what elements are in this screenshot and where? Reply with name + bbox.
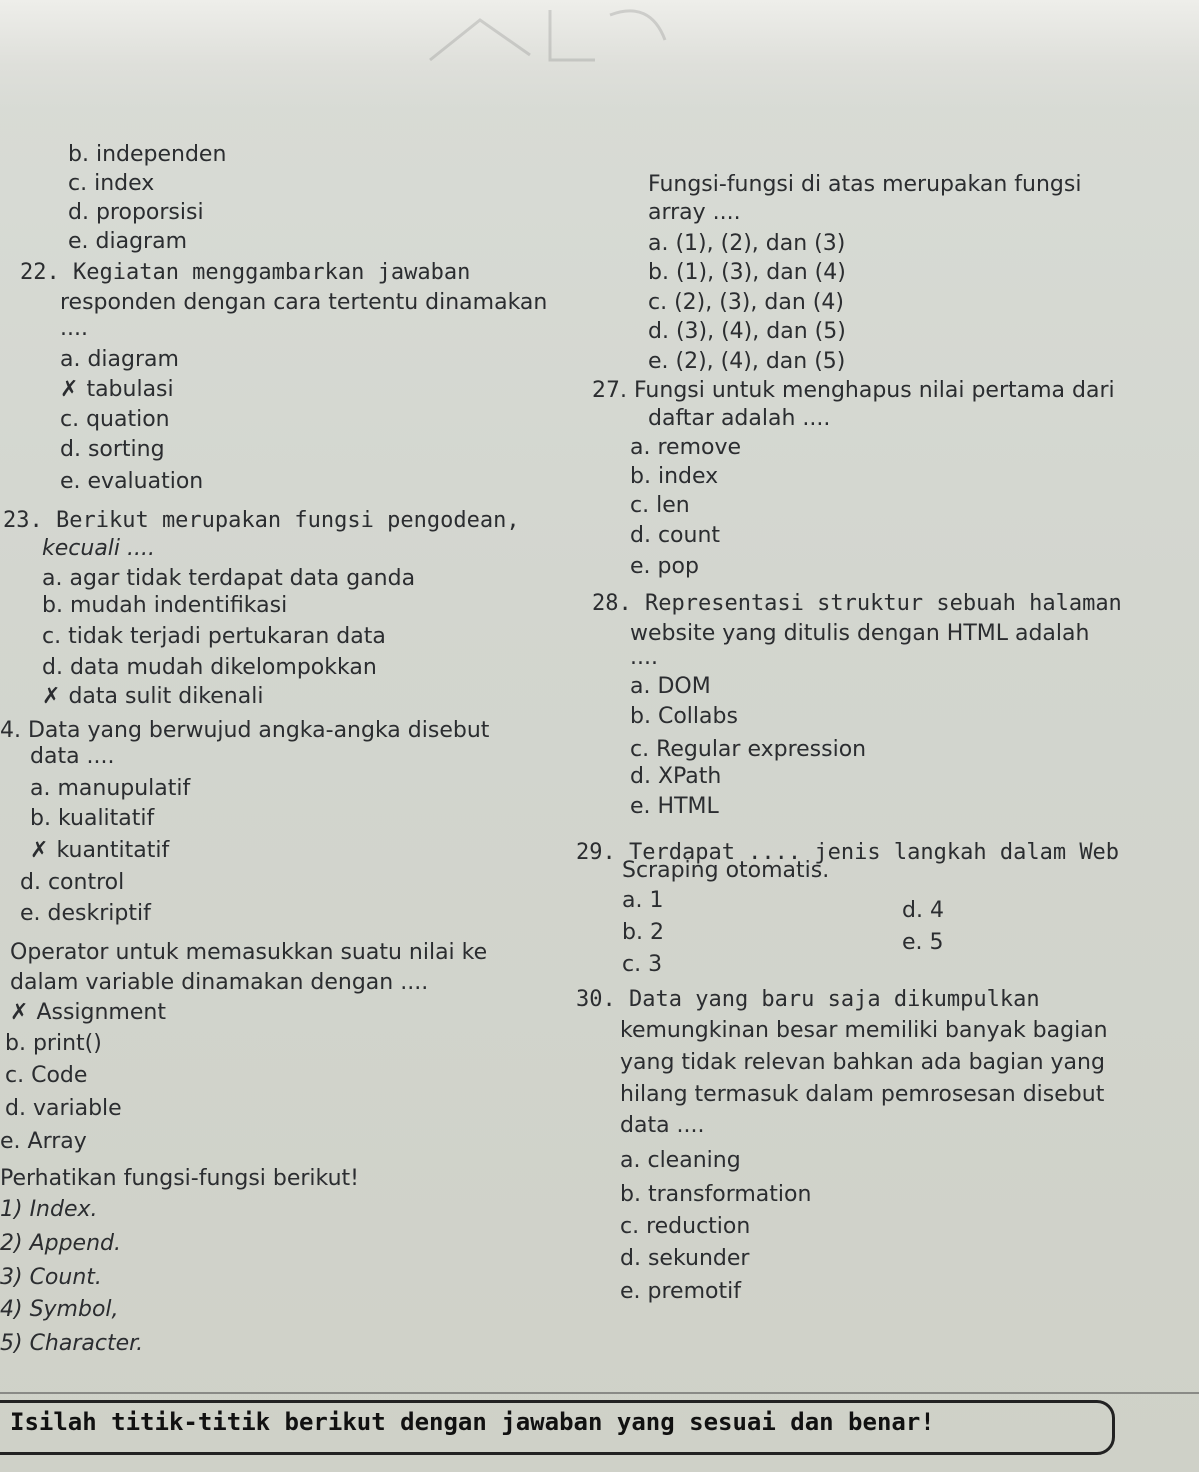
q26-item-1: 1) Index.: [0, 1197, 98, 1222]
q21-stem-1: Fungsi-fungsi di atas merupakan fungsi: [648, 172, 1082, 197]
q21-option-a-right: a. (1), (2), dan (3): [648, 231, 846, 256]
bleed-through-marks: [420, 0, 680, 70]
q22-option-d: d. sorting: [60, 437, 165, 462]
q24-option-a: a. manupulatif: [30, 776, 191, 801]
q27-option-e: e. pop: [630, 554, 699, 579]
q25-stem-1: Operator untuk memasukkan suatu nilai ke: [10, 940, 488, 965]
q22-option-a: a. diagram: [60, 347, 179, 372]
q30-option-c: c. reduction: [620, 1214, 751, 1239]
q25-option-b: b. print(): [5, 1031, 102, 1056]
q28-option-b: b. Collabs: [630, 704, 738, 729]
q22-option-c: c. quation: [60, 407, 170, 432]
q22-option-b: [60, 377, 174, 403]
q28-option-c: c. Regular expression: [630, 737, 867, 762]
q23-option-a: a. agar tidak terdapat data ganda: [42, 566, 416, 591]
q30-stem-4: hilang termasuk dalam pemrosesan disebut: [620, 1082, 1105, 1107]
q23-stem-2: kecuali ....: [42, 536, 155, 561]
q26-item-3: 3) Count.: [0, 1265, 102, 1290]
q29-option-d: d. 4: [902, 898, 944, 923]
q30-option-e: e. premotif: [620, 1279, 741, 1304]
q30-stem-2: kemungkinan besar memiliki banyak bagian: [620, 1018, 1108, 1043]
answer-check-mark: ✗: [10, 1000, 29, 1025]
q21-option-e-right: e. (2), (4), dan (5): [648, 349, 846, 374]
answer-check-mark: ✗: [30, 838, 49, 863]
q23-option-d: d. data mudah dikelompokkan: [42, 655, 377, 680]
q29-option-a: a. 1: [622, 888, 664, 913]
q25-option-e: e. Array: [0, 1129, 87, 1154]
q26-item-2: 2) Append.: [0, 1231, 121, 1256]
q21-option-c: c. index: [68, 171, 155, 196]
q25-option-d: d. variable: [5, 1096, 122, 1121]
q29-option-b: b. 2: [622, 920, 664, 945]
q28-stem-1: 28. Representasi struktur sebuah halaman: [592, 591, 1122, 616]
section-divider: [0, 1392, 1199, 1394]
q24-option-c: [30, 838, 169, 864]
q24-option-c-text: kuantitatif: [56, 838, 170, 863]
q30-option-d: d. sekunder: [620, 1246, 750, 1271]
q23-option-e: [42, 684, 263, 710]
q21-stem-2: array ....: [648, 200, 741, 225]
q25-option-a: [10, 1000, 166, 1026]
q24-option-b: b. kualitatif: [30, 806, 155, 831]
q23-option-e-text: data sulit dikenali: [68, 684, 264, 709]
q25-option-c: c. Code: [5, 1063, 88, 1088]
q24-stem-2: data ....: [30, 744, 115, 769]
q22-stem-2: responden dengan cara tertentu dinamakan: [60, 290, 548, 315]
q30-stem-1: 30. Data yang baru saja dikumpulkan: [576, 987, 1040, 1012]
q28-option-a: a. DOM: [630, 674, 711, 699]
q27-stem-2: daftar adalah ....: [648, 406, 831, 431]
q27-option-d: d. count: [630, 523, 721, 548]
q23-option-b: b. mudah indentifikasi: [42, 593, 288, 618]
q21-option-d-right: d. (3), (4), dan (5): [648, 319, 846, 344]
q29-option-c: c. 3: [622, 952, 663, 977]
q22-stem-3: ....: [60, 316, 88, 341]
q23-option-c: c. tidak terjadi pertukaran data: [42, 624, 386, 649]
q25-option-a-text: Assignment: [36, 1000, 166, 1025]
q22-option-b-text: tabulasi: [86, 377, 174, 402]
q29-stem-2: Scraping otomatis.: [622, 858, 830, 883]
q28-option-e: e. HTML: [630, 794, 719, 819]
q30-option-b: b. transformation: [620, 1182, 812, 1207]
q24-option-d: d. control: [20, 870, 125, 895]
q26-item-4: 4) Symbol,: [0, 1297, 119, 1322]
q21-option-b-right: b. (1), (3), dan (4): [648, 260, 846, 285]
answer-check-mark: ✗: [60, 377, 79, 402]
q27-option-c: c. len: [630, 493, 690, 518]
q27-stem-1: 27. Fungsi untuk menghapus nilai pertama dari: [592, 378, 1115, 403]
q27-option-a: a. remove: [630, 435, 742, 460]
q23-stem-1: 23. Berikut merupakan fungsi pengodean,: [3, 508, 520, 533]
q21-option-b: b. independen: [68, 142, 227, 167]
q30-stem-3: yang tidak relevan bahkan ada bagian yang: [620, 1050, 1105, 1075]
q27-option-b: b. index: [630, 464, 719, 489]
q24-option-e: e. deskriptif: [20, 901, 151, 926]
q25-stem-2: dalam variable dinamakan dengan ....: [10, 970, 429, 995]
q29-stem-1: 29. Terdapat .... jenis langkah dalam Web: [576, 840, 1120, 865]
q26-item-5: 5) Character.: [0, 1331, 144, 1356]
answer-check-mark: ✗: [42, 684, 61, 709]
q29-option-e: e. 5: [902, 930, 944, 955]
q28-option-d: d. XPath: [630, 764, 722, 789]
instruction-text: Isilah titik-titik berikut dengan jawaban yang sesuai dan benar!: [10, 1408, 935, 1436]
q21-option-c-right: c. (2), (3), dan (4): [648, 290, 844, 315]
q24-stem-1: 4. Data yang berwujud angka-angka disebut: [0, 718, 490, 743]
q21-option-d: d. proporsisi: [68, 200, 204, 225]
q22-option-e: e. evaluation: [60, 469, 204, 494]
q30-stem-5: data ....: [620, 1113, 705, 1138]
q28-stem-3: ....: [630, 645, 658, 670]
q28-stem-2: website yang ditulis dengan HTML adalah: [630, 621, 1090, 646]
q22-stem-1: 22. Kegiatan menggambarkan jawaban: [20, 260, 471, 285]
q30-option-a: a. cleaning: [620, 1148, 741, 1173]
q26-intro: Perhatikan fungsi-fungsi berikut!: [0, 1166, 359, 1191]
q21-option-e: e. diagram: [68, 229, 188, 254]
